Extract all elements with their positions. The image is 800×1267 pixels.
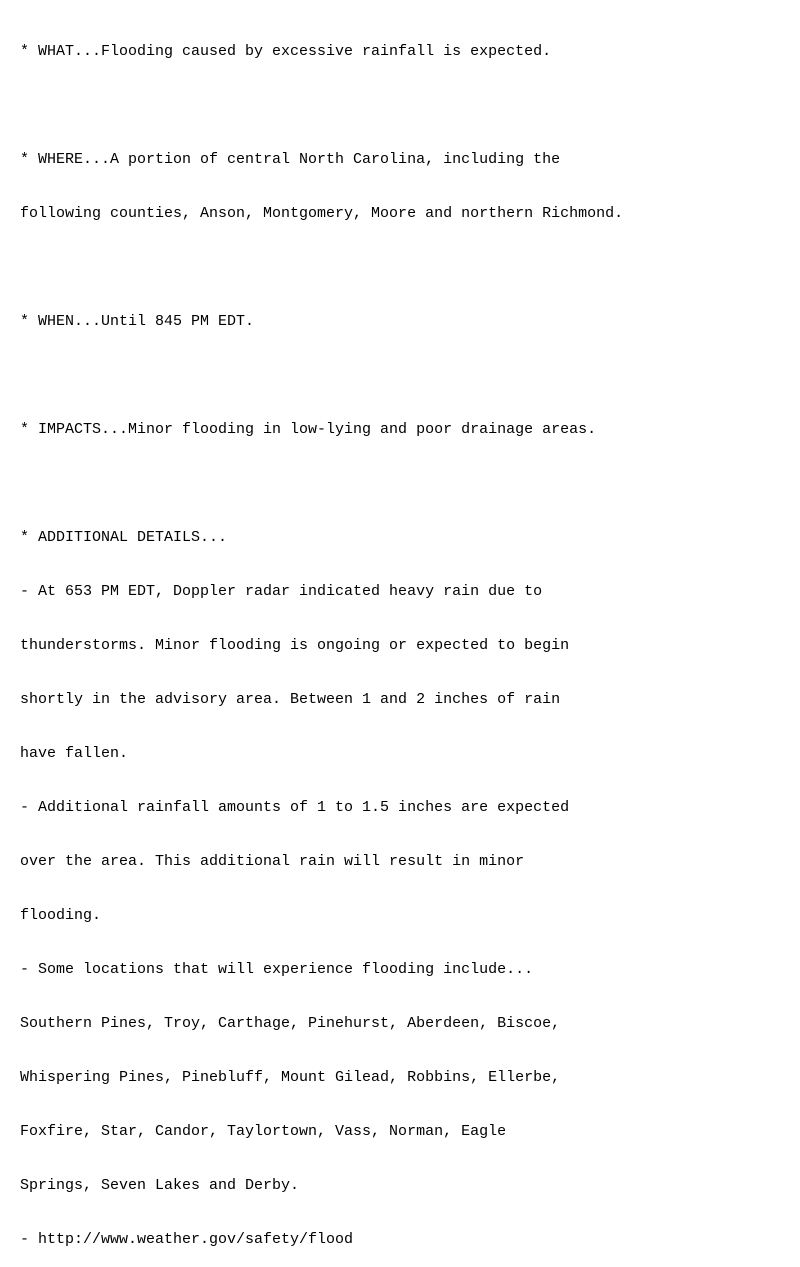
safety-link-line: - http://www.weather.gov/safety/flood xyxy=(20,1231,354,1248)
locations-line: Springs, Seven Lakes and Derby. xyxy=(20,1177,300,1194)
blank-line xyxy=(20,97,623,115)
what-line: * WHAT...Flooding caused by excessive rainfall is expected. xyxy=(20,43,552,60)
blank-line xyxy=(20,367,623,385)
when-line: * WHEN...Until 845 PM EDT. xyxy=(20,313,255,330)
impacts-line: * IMPACTS...Minor flooding in low-lying and poor drainage areas. xyxy=(20,421,597,438)
locations-line: Southern Pines, Troy, Carthage, Pinehurst, Aberdeen, Biscoe, xyxy=(20,1015,561,1032)
locations-line: Foxfire, Star, Candor, Taylortown, Vass, Norman, Eagle xyxy=(20,1123,507,1140)
detail-line: have fallen. xyxy=(20,745,129,762)
detail-line: - At 653 PM EDT, Doppler radar indicated heavy rain due to xyxy=(20,583,543,600)
locations-line: Whispering Pines, Pinebluff, Mount Gilead, Robbins, Ellerbe, xyxy=(20,1069,561,1086)
detail-line: shortly in the advisory area. Between 1 and 2 inches of rain xyxy=(20,691,561,708)
where-counties-line: following counties, Anson, Montgomery, Moore and northern Richmond. xyxy=(20,205,624,222)
detail-line: flooding. xyxy=(20,907,102,924)
additional-details-heading: * ADDITIONAL DETAILS... xyxy=(20,529,228,546)
blank-line xyxy=(20,259,623,277)
blank-line xyxy=(20,475,623,493)
detail-line: thunderstorms. Minor flooding is ongoing or expected to begin xyxy=(20,637,570,654)
where-line: * WHERE...A portion of central North Carolina, including the xyxy=(20,151,561,168)
detail-line: over the area. This additional rain will result in minor xyxy=(20,853,525,870)
advisory-text-block xyxy=(20,7,623,1267)
locations-line: - Some locations that will experience flooding include... xyxy=(20,961,534,978)
detail-line: - Additional rainfall amounts of 1 to 1.5 inches are expected xyxy=(20,799,570,816)
